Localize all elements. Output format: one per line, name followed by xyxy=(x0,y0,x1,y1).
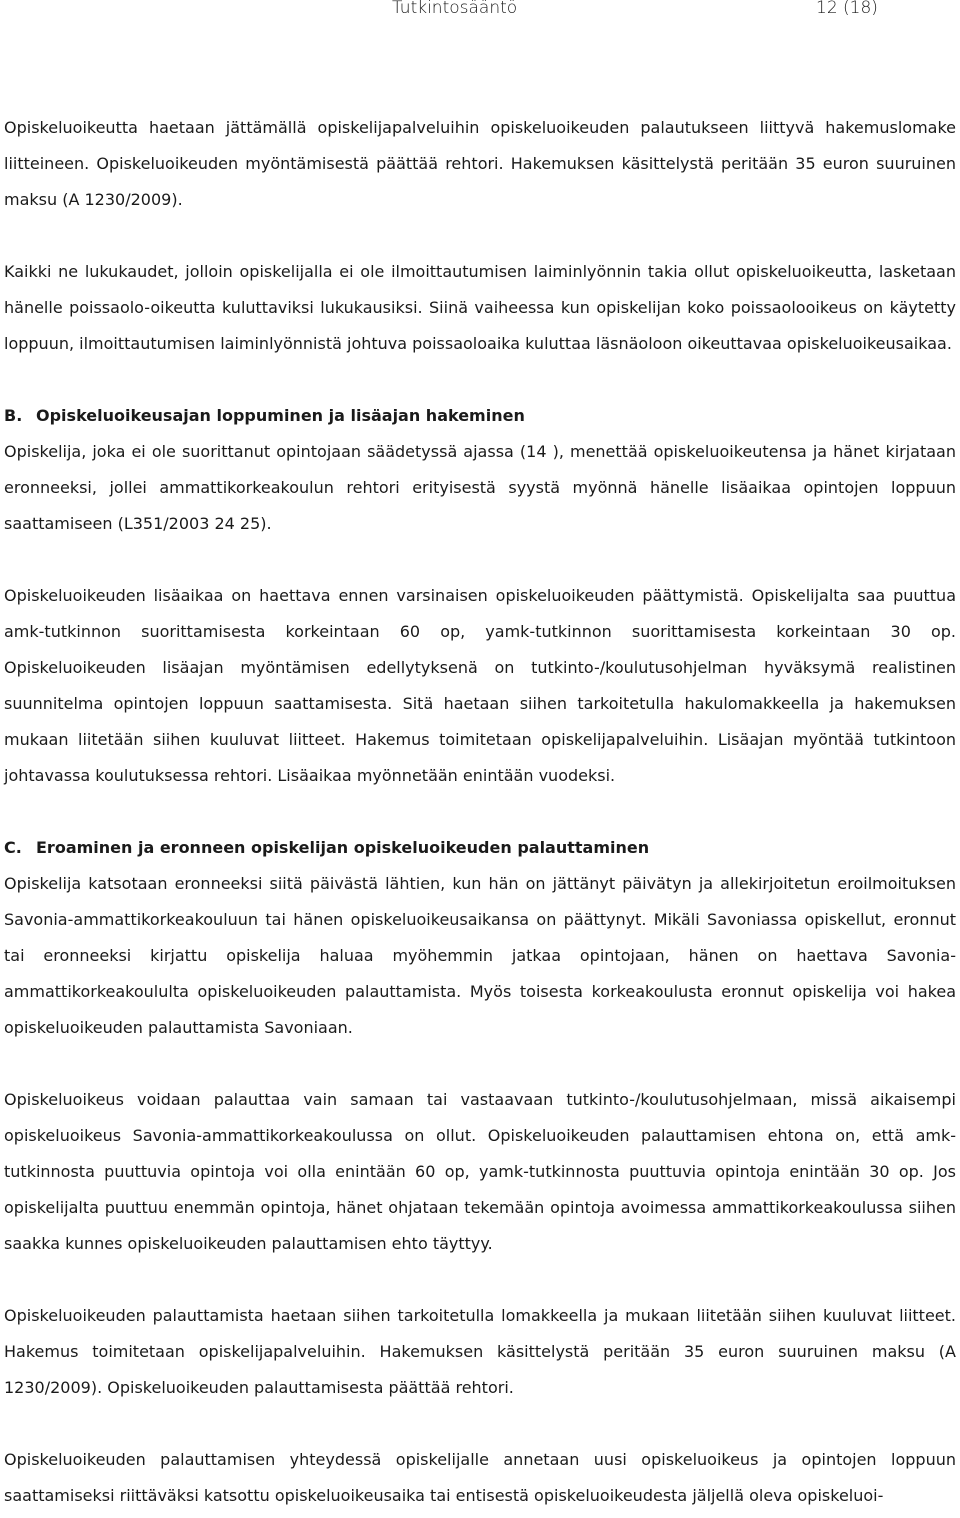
paragraph-gap xyxy=(4,218,956,254)
page-header xyxy=(0,0,960,30)
paragraph-restoration-conditions: Opiskeluoikeus voidaan palauttaa vain samaan tai vastaavaan tutkinto-/koulutusohjelmaan, missä aikaisempi opiskeluoikeus Savonia-ammattikorkeakoulussa on ollut. Opiskeluoikeuden palauttamisen ehtona on, että amk-tutkinnosta puuttuvia opintoja voi olla enintään 60 op, yamk-tutkinnosta puuttuvia opintoja enintään 30 op. Jos opiskelijalta puuttuu enemmän opintoja, hänet ohjataan tekemään opintoja avoimessa ammattikorkeakoulussa siihen saakka kunnes opiskeluoikeuden palauttamisen ehto täyttyy. xyxy=(4,1090,956,1253)
section-title-c: Eroaminen ja eronneen opiskelijan opiskeluoikeuden palauttaminen xyxy=(36,838,650,857)
page-number: 12 (18) xyxy=(816,0,878,18)
section-letter-c: C. xyxy=(4,838,22,857)
paragraph-new-study-right: Opiskeluoikeuden palauttamisen yhteydessä opiskelijalle annetaan uusi opiskeluoikeus ja opintojen loppuun saattamiseksi riittäväksi katsottu opiskeluoikeusaika tai entisestä opiskeluoikeudesta jäljellä oleva opiskeluoi- xyxy=(4,1450,956,1505)
section-heading-b xyxy=(4,398,956,434)
paragraph-gap xyxy=(4,1406,956,1442)
section-title-b: Opiskeluoikeusajan loppuminen ja lisäajan hakeminen xyxy=(36,406,525,425)
section-heading-c xyxy=(4,830,956,866)
paragraph-gap xyxy=(4,542,956,578)
document-title: Tutkintosääntö xyxy=(392,0,518,18)
paragraph-gap xyxy=(4,794,956,830)
paragraph-gap xyxy=(4,1046,956,1082)
paragraph-gap xyxy=(4,362,956,398)
paragraph-application: Opiskeluoikeutta haetaan jättämällä opiskelijapalveluihin opiskeluoikeuden palautukseen liittyvä hakemuslomake liitteineen. Opiskeluoikeuden myöntämisestä päättää rehtori. Hakemuksen käsittelystä peritään 35 euron suuruinen maksu (A 1230/2009). xyxy=(4,118,956,209)
paragraph-gap xyxy=(4,1262,956,1298)
paragraph-extension: Opiskeluoikeuden lisäaikaa on haettava ennen varsinaisen opiskeluoikeuden päättymistä. Opiskelijalta saa puuttua amk-tutkinnon suorittamisesta korkeintaan 60 op, yamk-tutkinnon suorittamisesta korkeintaan 30 op. Opiskeluoikeuden lisäajan myöntämisen edellytyksenä on tutkinto-/koulutusohjelman hyväksymä realistinen suunnitelma opintojen loppuun saattamisesta. Sitä haetaan siihen tarkoitetulla hakulomakkeella ja hakemuksen mukaan liitetään siihen kuuluvat liitteet. Hakemus toimitetaan opiskelijapalveluihin. Lisäajan myöntää tutkintoon johtavassa koulutuksessa rehtori. Lisäaikaa myönnetään enintään vuodeksi. xyxy=(4,586,956,785)
section-letter-b: B. xyxy=(4,406,23,425)
paragraph-resignation: Opiskelija katsotaan eronneeksi siitä päivästä lähtien, kun hän on jättänyt päivätyn ja allekirjoitetun eroilmoituksen Savonia-ammattikorkeakouluun tai hänen opiskeluoikeusaikansa on päättynyt. Mikäli Savoniassa opiskellut, eronnut tai eronneeksi kirjattu opiskelija haluaa myöhemmin jatkaa opintojaan, hänen on haettava Savonia-ammattikorkeakoululta opiskeluoikeuden palauttamista. Myös toisesta korkeakoulusta eronnut opiskelija voi hakea opiskeluoikeuden palauttamista Savoniaan. xyxy=(4,874,956,1037)
paragraph-absence-terms: Kaikki ne lukukaudet, jolloin opiskelijalla ei ole ilmoittautumisen laiminlyönnin takia ollut opiskeluoikeutta, lasketaan hänelle poissaolo-oikeutta kuluttaviksi lukukausiksi. Siinä vaiheessa kun opiskelijan koko poissaolooikeus on käytetty loppuun, ilmoittautumisen laiminlyönnistä johtuva poissaoloaika kuluttaa läsnäoloon oikeuttavaa opiskeluoikeusaikaa. xyxy=(4,262,956,353)
paragraph-restoration-application: Opiskeluoikeuden palauttamista haetaan siihen tarkoitetulla lomakkeella ja mukaan liitetään siihen kuuluvat liitteet. Hakemus toimitetaan opiskelijapalveluihin. Hakemuksen käsittelystä peritään 35 euron suuruinen maksu (A 1230/2009). Opiskeluoikeuden palauttamisesta päättää rehtori. xyxy=(4,1306,956,1397)
paragraph-study-time-end: Opiskelija, joka ei ole suorittanut opintojaan säädetyssä ajassa (14 ), menettää opiskeluoikeutensa ja hänet kirjataan eronneeksi, jollei ammattikorkeakoulun rehtori erityisestä syystä myönnä hänelle lisäaikaa opintojen loppuun saattamiseen (L351/2003 24 25). xyxy=(4,442,956,533)
document-body xyxy=(4,110,956,1514)
